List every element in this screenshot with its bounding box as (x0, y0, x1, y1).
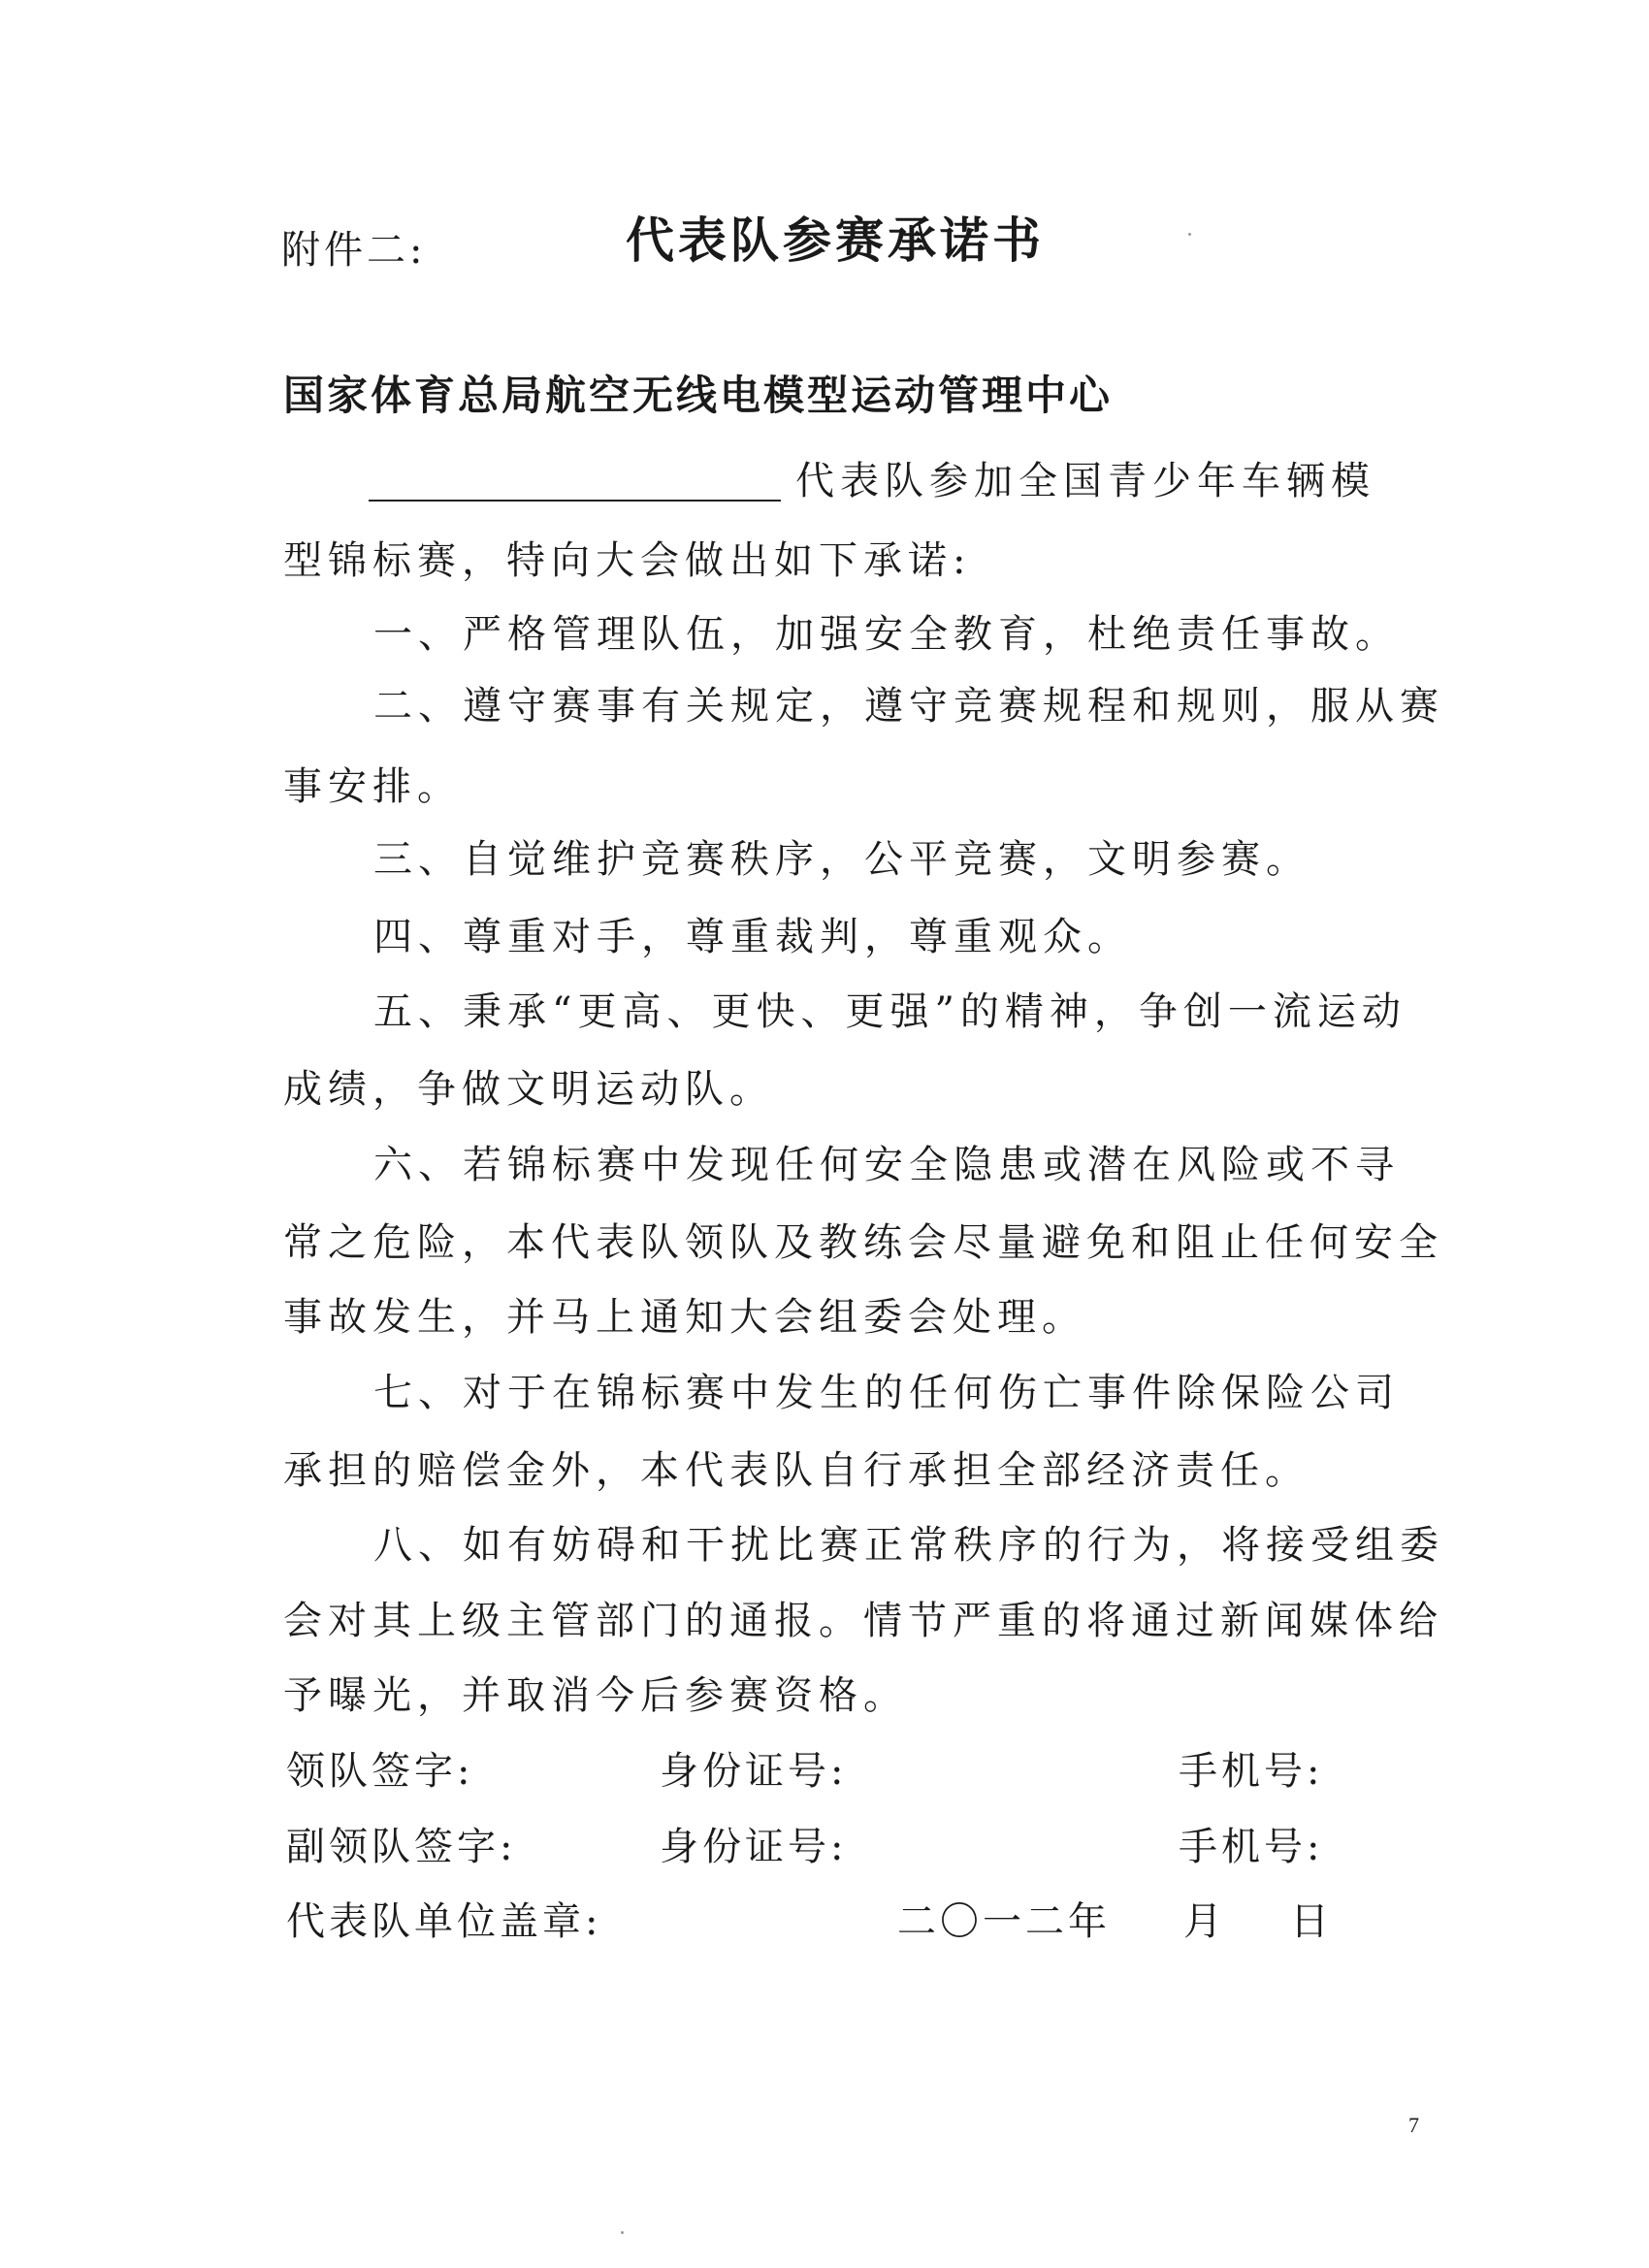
deputy-phone-label: 手机号: (1179, 1825, 1324, 1869)
commitment-4: 四、尊重对手，尊重裁判，尊重观众。 (373, 915, 1132, 959)
deputy-leader-signature-label: 副领队签字: (286, 1825, 517, 1869)
page-number: 7 (1408, 2113, 1419, 2137)
commitment-7-line-2: 承担的赔偿金外，本代表队自行承担全部经济责任。 (283, 1448, 1310, 1493)
commitment-3: 三、自觉维护竞赛秩序，公平竞赛，文明参赛。 (373, 837, 1310, 882)
commitment-5-line-2: 成绩，争做文明运动队。 (283, 1067, 774, 1112)
commitment-8-line-1: 八、如有妨碍和干扰比赛正常秩序的行为，将接受组委 (373, 1523, 1444, 1568)
commitment-2-line-1: 二、遵守赛事有关规定，遵守竞赛规程和规则，服从赛 (373, 684, 1444, 729)
leader-id-number-label: 身份证号: (660, 1749, 848, 1794)
recipient-organization: 国家体育总局航空无线电模型运动管理中心 (283, 372, 1114, 419)
commitment-1: 一、严格管理队伍，加强安全教育，杜绝责任事故。 (373, 612, 1400, 657)
commitment-6-line-3: 事故发生，并马上通知大会组委会处理。 (283, 1295, 1086, 1340)
commitment-8-line-2: 会对其上级主管部门的通报。情节严重的将通过新闻媒体给 (283, 1599, 1443, 1643)
unit-seal-label: 代表队单位盖章: (286, 1899, 602, 1944)
commitment-8-line-3: 予曝光，并取消今后参赛资格。 (283, 1673, 908, 1718)
intro-line-1: 代表队参加全国青少年车辆模 (795, 459, 1375, 503)
commitment-7-line-1: 七、对于在锦标赛中发生的任何伤亡事件除保险公司 (373, 1371, 1400, 1415)
intro-line-2: 型锦标赛，特向大会做出如下承诺: (283, 538, 972, 583)
date-day: 日 (1290, 1899, 1333, 1944)
deputy-id-number-label: 身份证号: (660, 1825, 848, 1869)
commitment-2-line-2: 事安排。 (283, 764, 462, 809)
attachment-label: 附件二: (281, 228, 427, 273)
scan-speck (621, 2231, 624, 2234)
leader-phone-label: 手机号: (1179, 1749, 1324, 1794)
date-year: 二〇一二年 (897, 1899, 1111, 1944)
commitment-6-line-2: 常之危险，本代表队领队及教练会尽量避免和阻止任何安全 (283, 1220, 1443, 1265)
scan-speck (1188, 233, 1191, 236)
leader-signature-label: 领队签字: (286, 1749, 474, 1794)
date-month: 月 (1183, 1899, 1226, 1944)
commitment-5-line-1: 五、秉承“更高、更快、更强”的精神，争创一流运动 (373, 989, 1406, 1034)
document-title: 代表队参赛承诺书 (626, 211, 1045, 269)
team-name-blank (369, 500, 781, 502)
commitment-6-line-1: 六、若锦标赛中发现任何安全隐患或潜在风险或不寻 (373, 1143, 1400, 1187)
